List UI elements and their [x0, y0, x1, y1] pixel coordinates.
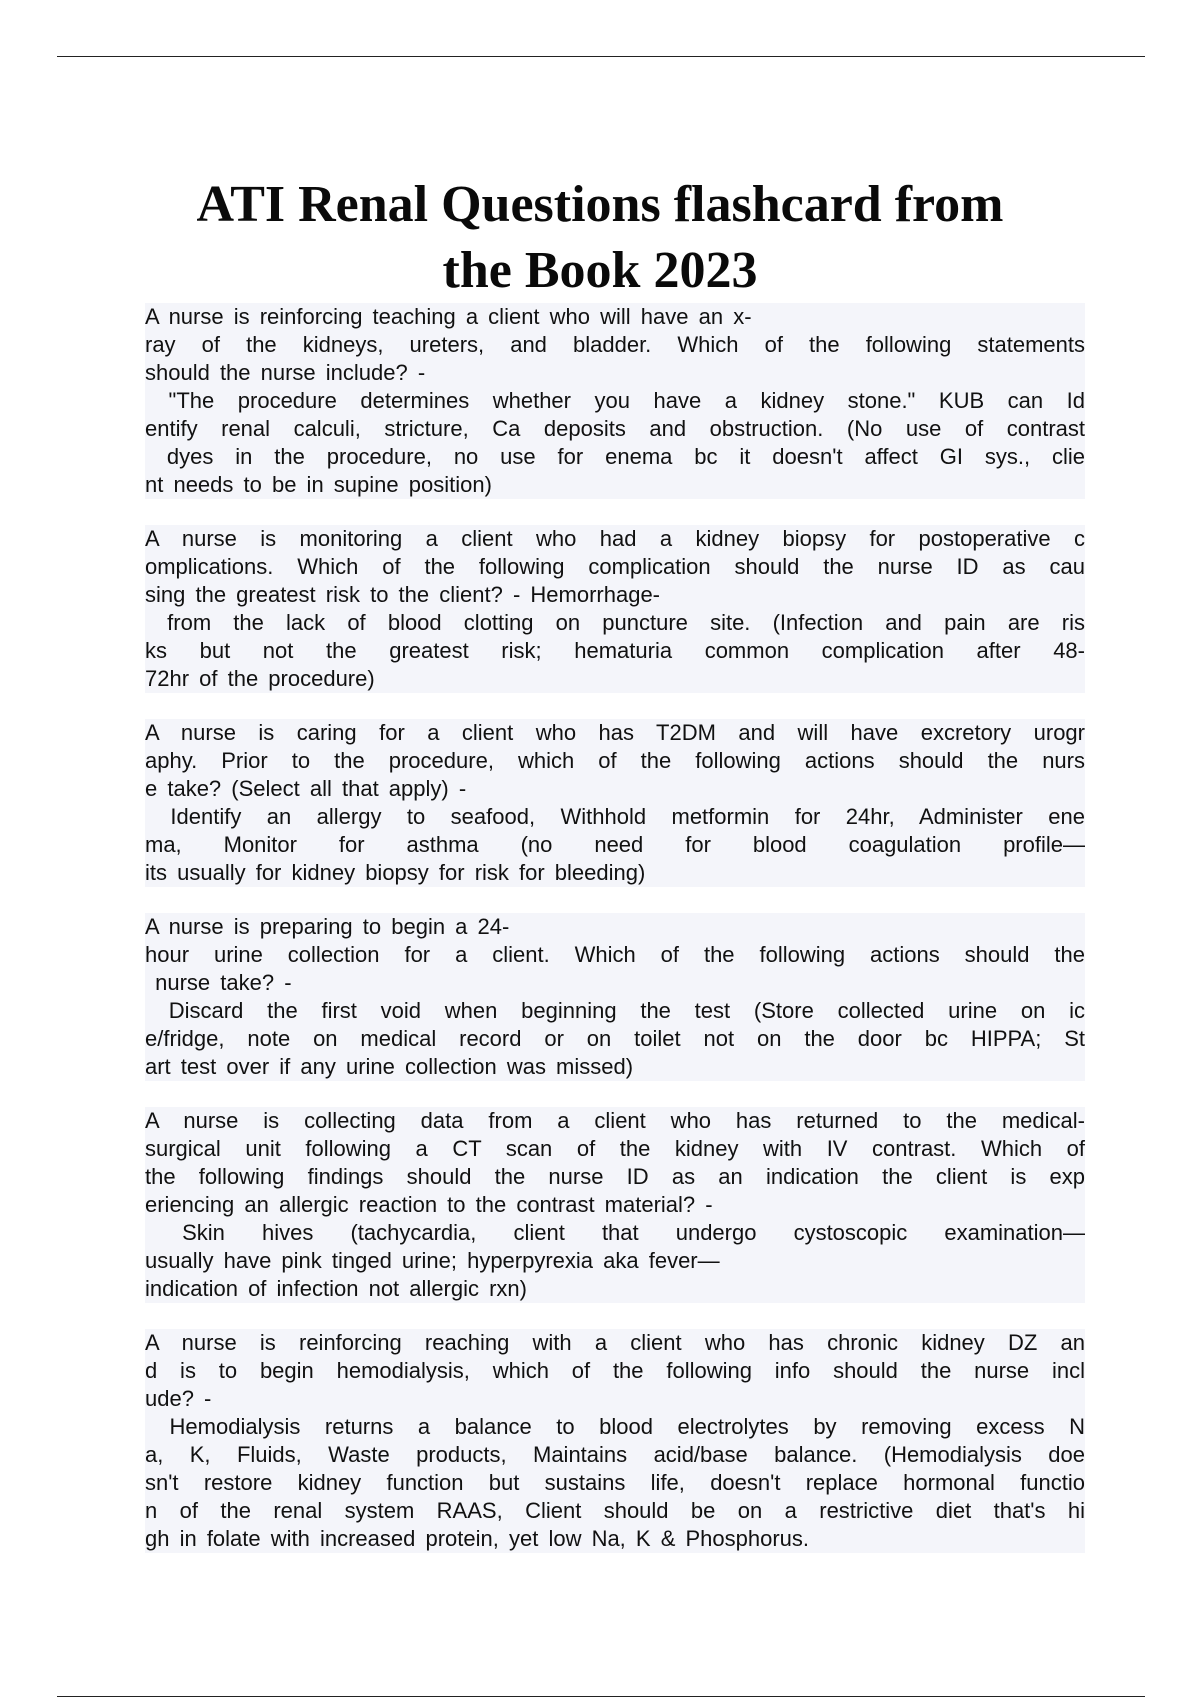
title-line-2: the Book 2023	[442, 242, 758, 299]
flashcard-item	[145, 1107, 1085, 1303]
flashcard-text-line: ma, Monitor for asthma (no need for blood coagulation profile—	[145, 832, 1085, 857]
flashcard-text-line: dyes in the procedure, no use for enema bc it doesn't affect GI sys., clie	[145, 444, 1085, 469]
flashcard-text-line: e take? (Select all that apply) -	[145, 775, 1085, 803]
flashcard-text-line: sn't restore kidney function but sustains life, doesn't replace hormonal functio	[145, 1470, 1085, 1495]
flashcard-text-line: its usually for kidney biopsy for risk for bleeding)	[145, 859, 1085, 887]
flashcard-text-line: usually have pink tinged urine; hyperpyrexia aka fever—	[145, 1247, 1085, 1275]
flashcard-text-line: Hemodialysis returns a balance to blood electrolytes by removing excess N	[145, 1414, 1085, 1439]
flashcard-item	[145, 719, 1085, 887]
flashcard-text-line: indication of infection not allergic rxn)	[145, 1275, 1085, 1303]
flashcard-item	[145, 525, 1085, 693]
flashcard-text-line: entify renal calculi, stricture, Ca deposits and obstruction. (No use of contrast	[145, 416, 1085, 441]
flashcard-text-line: A nurse is reinforcing reaching with a client who has chronic kidney DZ an	[145, 1330, 1085, 1355]
flashcard-text-line: the following findings should the nurse ID as an indication the client is exp	[145, 1164, 1085, 1189]
flashcard-text-line: from the lack of blood clotting on puncture site. (Infection and pain are ris	[145, 610, 1085, 635]
flashcard-text-line: ray of the kidneys, ureters, and bladder. Which of the following statements	[145, 332, 1085, 357]
flashcard-text-line: A nurse is caring for a client who has T2DM and will have excretory urogr	[145, 720, 1085, 745]
flashcard-text-line: eriencing an allergic reaction to the contrast material? -	[145, 1191, 1085, 1219]
flashcard-text-line: 72hr of the procedure)	[145, 665, 1085, 693]
flashcard-text-line: n of the renal system RAAS, Client should be on a restrictive diet that's hi	[145, 1498, 1085, 1523]
flashcard-item	[145, 1329, 1085, 1553]
flashcard-text-line: "The procedure determines whether you have a kidney stone." KUB can Id	[145, 388, 1085, 413]
flashcard-text-line: Identify an allergy to seafood, Withhold metformin for 24hr, Administer ene	[145, 804, 1085, 829]
flashcard-text-line: Skin hives (tachycardia, client that undergo cystoscopic examination—	[145, 1220, 1085, 1245]
flashcard-text-line: sing the greatest risk to the client? - Hemorrhage-	[145, 581, 1085, 609]
flashcard-text-line: ks but not the greatest risk; hematuria common complication after 48-	[145, 638, 1085, 663]
flashcard-text-line: A nurse is monitoring a client who had a kidney biopsy for postoperative c	[145, 526, 1085, 551]
title-line-1: ATI Renal Questions flashcard from	[196, 176, 1004, 233]
flashcard-text-line: nt needs to be in supine position)	[145, 471, 1085, 499]
flashcard-text-line: d is to begin hemodialysis, which of the following info should the nurse incl	[145, 1358, 1085, 1383]
flashcard-text-line: hour urine collection for a client. Which of the following actions should the	[145, 942, 1085, 967]
flashcard-text-line: omplications. Which of the following complication should the nurse ID as cau	[145, 554, 1085, 579]
bottom-rule	[57, 1696, 1145, 1697]
flashcard-text-line: A nurse is preparing to begin a 24-	[145, 913, 1085, 941]
flashcard-text-line: gh in folate with increased protein, yet low Na, K & Phosphorus.	[145, 1525, 1085, 1553]
flashcard-item	[145, 913, 1085, 1081]
flashcard-text-line: A nurse is collecting data from a client who has returned to the medical-	[145, 1108, 1085, 1133]
flashcard-text-line: art test over if any urine collection was missed)	[145, 1053, 1085, 1081]
flashcard-text-line: e/fridge, note on medical record or on toilet not on the door bc HIPPA; St	[145, 1026, 1085, 1051]
flashcard-text-line: nurse take? -	[145, 969, 1085, 997]
top-rule	[57, 56, 1145, 57]
flashcard-text-line: aphy. Prior to the procedure, which of the following actions should the nurs	[145, 748, 1085, 773]
document-title	[60, 172, 1140, 304]
flashcard-item	[145, 303, 1085, 499]
flashcard-text-line: should the nurse include? -	[145, 359, 1085, 387]
flashcard-list	[145, 303, 1085, 1579]
flashcard-text-line: A nurse is reinforcing teaching a client who will have an x-	[145, 303, 1085, 331]
flashcard-text-line: a, K, Fluids, Waste products, Maintains acid/base balance. (Hemodialysis doe	[145, 1442, 1085, 1467]
flashcard-text-line: Discard the first void when beginning the test (Store collected urine on ic	[145, 998, 1085, 1023]
flashcard-text-line: surgical unit following a CT scan of the kidney with IV contrast. Which of	[145, 1136, 1085, 1161]
flashcard-text-line: ude? -	[145, 1385, 1085, 1413]
